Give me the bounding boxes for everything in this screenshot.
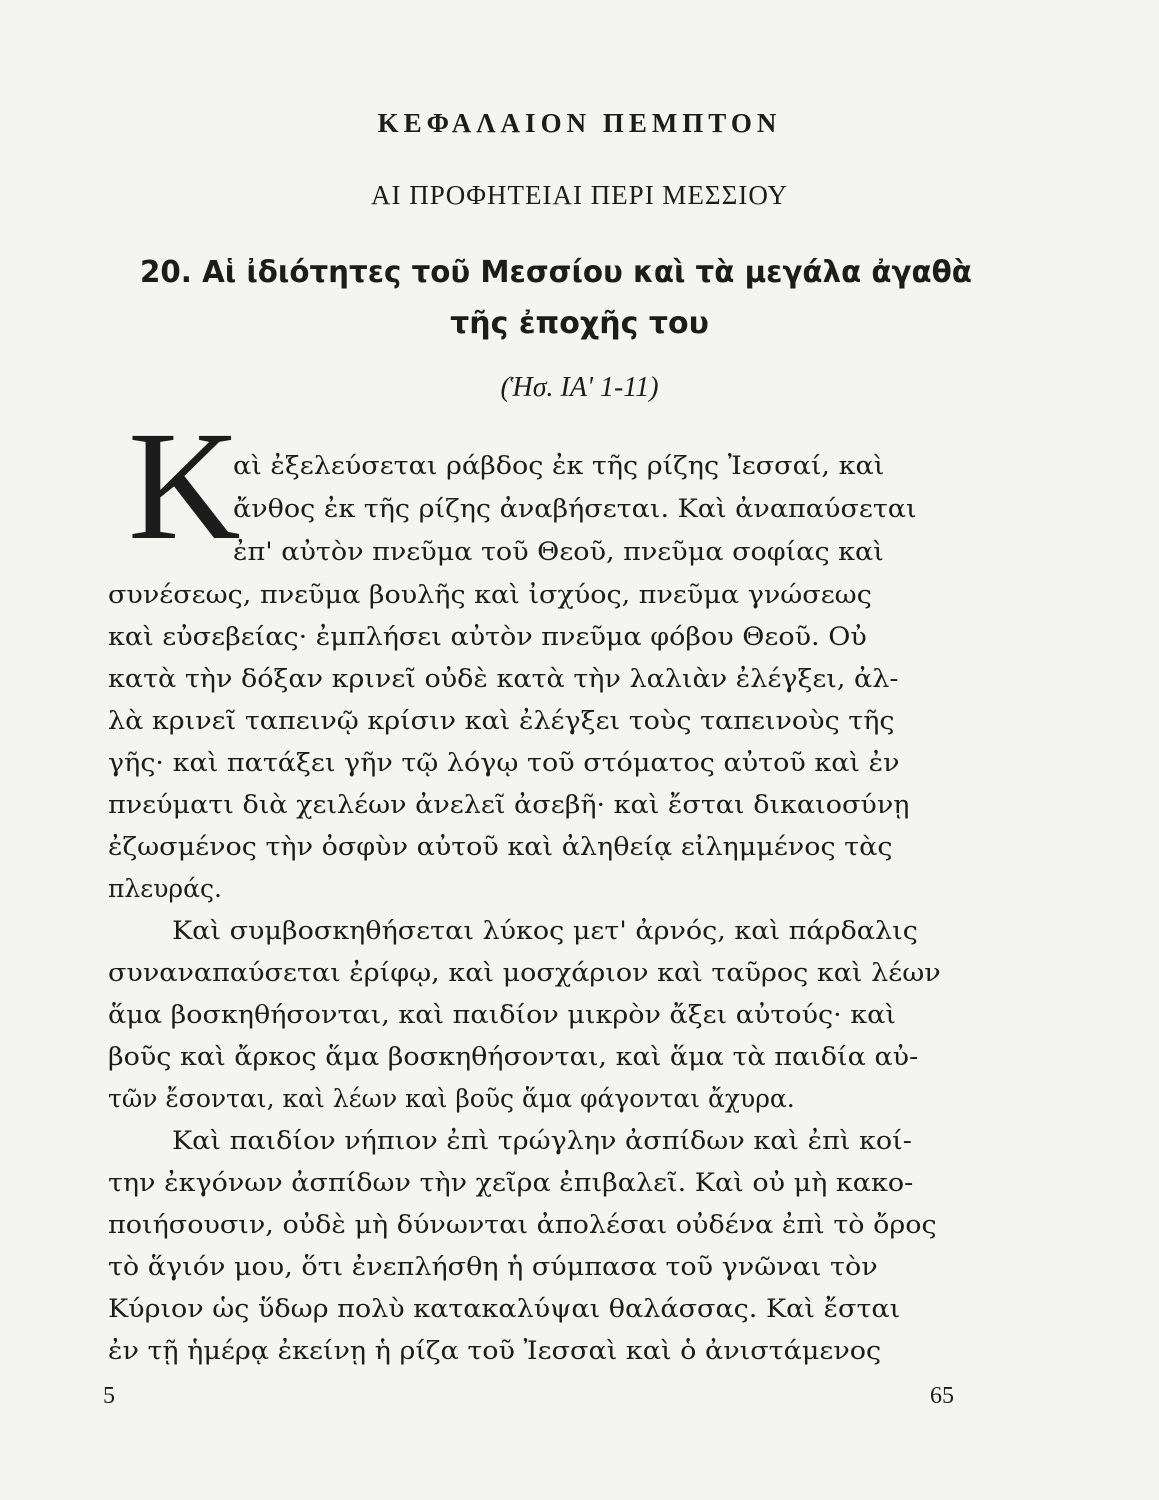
drop-cap: Κ [128, 399, 241, 572]
text-line: την ἐκγόνων ἀσπίδων τὴν χεῖρα ἐπιβαλεῖ. Καὶ οὐ μὴ κακο- [108, 1168, 914, 1197]
text-line: τῶν ἔσονται, καὶ λέων καὶ βοῦς ἅμα φάγονται ἄχυρα. [108, 1084, 795, 1113]
chapter-title: ΚΕΦΑΛΑΙΟΝ ΠΕΜΠΤΟΝ [377, 108, 782, 138]
text-line: λὰ κρινεῖ ταπεινῷ κρίσιν καὶ ἐλέγξει τοὺς ταπεινοὺς τῆς [108, 706, 895, 735]
text-line: κατὰ τὴν δόξαν κρινεῖ οὐδὲ κατὰ τὴν λαλιὰν ἐλέγξει, ἀλ- [108, 664, 899, 693]
text-line: πνεύματι διὰ χειλέων ἀνελεῖ ἀσεβῆ· καὶ ἔσται δικαιοσύνῃ [108, 790, 910, 819]
text-line: αὶ ἐξελεύσεται ράβδος ἐκ τῆς ρίζης Ἰεσσαί, καὶ [233, 451, 885, 480]
text-line: πλευράς. [108, 874, 222, 903]
signature-mark: 5 [103, 1383, 115, 1409]
text-line: γῆς· καὶ πατάξει γῆν τῷ λόγῳ τοῦ στόματος αὐτοῦ καὶ ἐν [108, 748, 900, 777]
text-line: ποιήσουσιν, οὐδὲ μὴ δύνωνται ἀπολέσαι οὐδένα ἐπὶ τὸ ὄρος [108, 1210, 937, 1239]
text-line: Καὶ συμβοσκηθήσεται λύκος μετ' ἀρνός, καὶ πάρδαλις [172, 916, 918, 945]
scripture-reference: (Ἡσ. ΙΑ' 1-11) [500, 372, 659, 403]
text-line: ἐζωσμένος τὴν ὀσφὺν αὐτοῦ καὶ ἀληθείᾳ εἰλημμένος τὰς [108, 832, 893, 861]
text-line: Κύριον ὡς ὕδωρ πολὺ κατακαλύψαι θαλάσσας. Καὶ ἔσται [108, 1294, 901, 1323]
text-line: ἄνθος ἐκ τῆς ρίζης ἀναβήσεται. Καὶ ἀναπαύσεται [233, 494, 917, 523]
section-heading-line-1: 20. Αἱ ἰδιότητες τοῦ Μεσσίου καὶ τὰ μεγάλα ἀγαθὰ [140, 255, 972, 290]
text-line: ἐπ' αὐτὸν πνεῦμα τοῦ Θεοῦ, πνεῦμα σοφίας καὶ [233, 537, 884, 566]
page-number: 65 [930, 1383, 954, 1409]
text-line: Καὶ παιδίον νήπιον ἐπὶ τρώγλην ἀσπίδων καὶ ἐπὶ κοί- [172, 1126, 912, 1155]
text-line: καὶ εὐσεβείας· ἐμπλήσει αὐτὸν πνεῦμα φόβου Θεοῦ. Οὐ [108, 622, 867, 651]
chapter-subtitle: ΑΙ ΠΡΟΦΗΤΕΙΑΙ ΠΕΡΙ ΜΕΣΣΙΟΥ [370, 180, 789, 210]
text-line: συναναπαύσεται ἐρίφῳ, καὶ μοσχάριον καὶ ταῦρος καὶ λέων [108, 958, 941, 987]
text-line: βοῦς καὶ ἄρκος ἅμα βοσκηθήσονται, καὶ ἅμα τὰ παιδία αὐ- [108, 1042, 919, 1071]
text-line: ἐν τῇ ἡμέρᾳ ἐκείνῃ ἡ ρίζα τοῦ Ἰεσσαὶ καὶ ὁ ἀνιστάμενος [108, 1336, 882, 1365]
text-line: ἅμα βοσκηθήσονται, καὶ παιδίον μικρὸν ἄξει αὐτούς· καὶ [108, 1000, 896, 1029]
text-line: συνέσεως, πνεῦμα βουλῆς καὶ ἰσχύος, πνεῦμα γνώσεως [108, 580, 872, 609]
text-line: τὸ ἅγιόν μου, ὅτι ἐνεπλήσθη ἡ σύμπασα τοῦ γνῶναι τὸν [108, 1252, 878, 1281]
section-heading-line-2: τῆς ἐποχῆς του [450, 306, 709, 341]
